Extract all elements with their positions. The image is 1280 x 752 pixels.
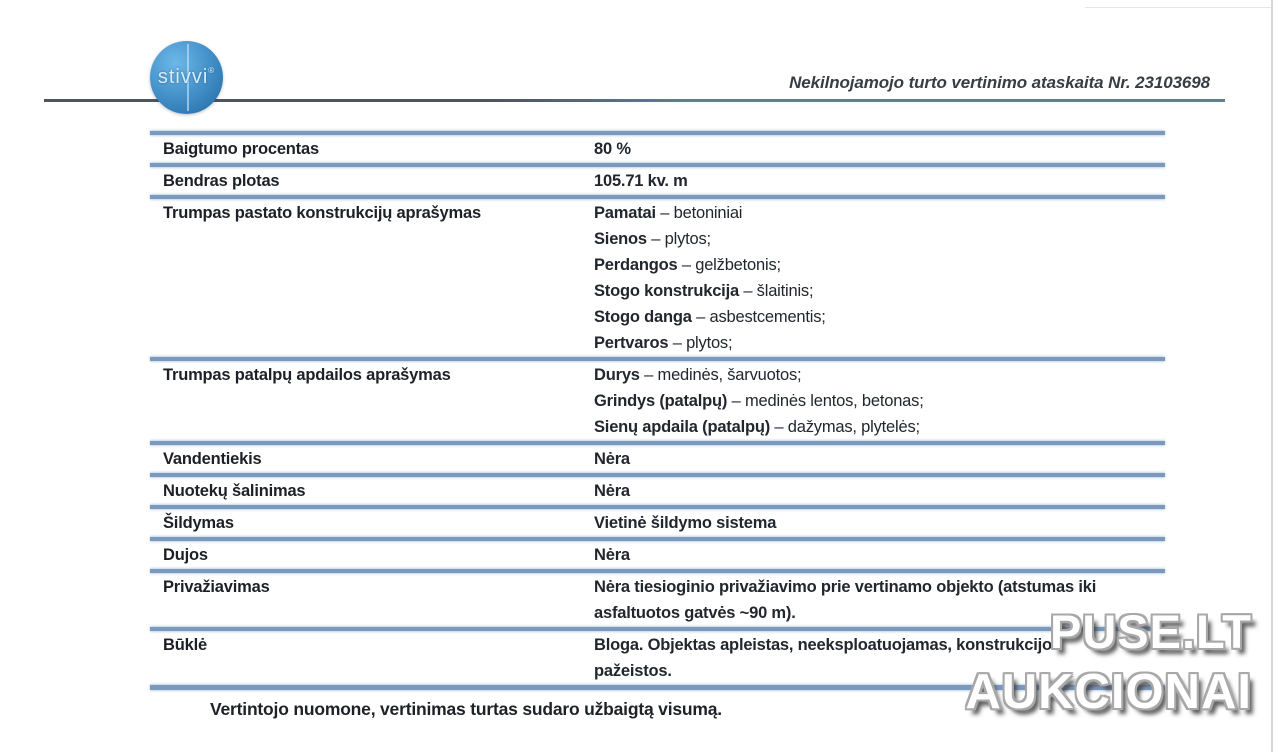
company-logo bbox=[150, 41, 223, 114]
header-divider-line bbox=[44, 99, 1225, 102]
row-label: Būklė bbox=[163, 636, 207, 654]
row-value bbox=[594, 510, 1139, 536]
scan-page-edge-right bbox=[1271, 0, 1273, 752]
value-strong: Stogo konstrukcija bbox=[594, 282, 739, 300]
report-title: Nekilnojamojo turto vertinimo ataskaita Nr. 23103698 bbox=[789, 73, 1210, 92]
row-value bbox=[594, 168, 1139, 194]
value-strong: 80 % bbox=[594, 140, 631, 158]
registered-mark: ® bbox=[208, 66, 216, 75]
row-label: Trumpas pastato konstrukcijų aprašymas bbox=[163, 204, 481, 222]
row-label: Baigtumo procentas bbox=[163, 140, 319, 158]
table-row bbox=[150, 445, 1165, 473]
row-label: Nuotekų šalinimas bbox=[163, 482, 306, 500]
watermark-line-2: AUKCIONAI bbox=[965, 665, 1252, 719]
table-row bbox=[150, 509, 1165, 537]
scan-page-edge-top bbox=[1085, 7, 1271, 8]
value-strong: Nėra tiesioginio privažiavimo prie vertinamo objekto (atstumas iki asfaltuotos gatvės ~90 m). bbox=[594, 578, 1097, 622]
logo-text bbox=[158, 66, 215, 89]
value-strong: Nėra bbox=[594, 482, 630, 500]
value-line bbox=[594, 414, 1139, 440]
table-row bbox=[150, 361, 1165, 441]
value-line bbox=[594, 362, 1139, 388]
value-rest: – plytos; bbox=[646, 230, 711, 248]
value-strong: Nėra bbox=[594, 450, 630, 468]
value-line bbox=[594, 252, 1139, 278]
value-line bbox=[594, 200, 1139, 226]
row-label: Trumpas patalpų apdailos aprašymas bbox=[163, 366, 451, 384]
value-strong: 105.71 kv. m bbox=[594, 172, 688, 190]
value-strong: Sienų apdaila (patalpų) bbox=[594, 418, 771, 436]
row-value bbox=[594, 200, 1139, 356]
table-row bbox=[150, 135, 1165, 163]
value-strong: Perdangos bbox=[594, 256, 678, 274]
value-strong: Pertvaros bbox=[594, 334, 669, 352]
value-strong: Stogo danga bbox=[594, 308, 692, 326]
value-line bbox=[594, 542, 1139, 568]
value-strong: Grindys (patalpų) bbox=[594, 392, 728, 410]
row-value bbox=[594, 542, 1139, 568]
table-row bbox=[150, 199, 1165, 357]
value-strong: Bloga. Objektas apleistas, neeksploatuojamas, konstrukcijos pažeistos. bbox=[594, 636, 1061, 680]
row-label: Privažiavimas bbox=[163, 578, 270, 596]
value-line bbox=[594, 478, 1139, 504]
value-rest: – betoniniai bbox=[655, 204, 743, 222]
watermark bbox=[965, 602, 1252, 722]
table-row bbox=[150, 477, 1165, 505]
value-rest: – šlaitinis; bbox=[738, 282, 814, 300]
value-line bbox=[594, 278, 1139, 304]
value-strong: Pamatai bbox=[594, 204, 656, 222]
value-line bbox=[594, 330, 1139, 356]
row-value bbox=[594, 446, 1139, 472]
value-rest: – medinės lentos, betonas; bbox=[727, 392, 924, 410]
watermark-line-1: PUSE.LT bbox=[1050, 605, 1252, 658]
value-strong: Nėra bbox=[594, 546, 630, 564]
value-rest: – gelžbetonis; bbox=[677, 256, 781, 274]
value-line bbox=[594, 304, 1139, 330]
value-line bbox=[594, 226, 1139, 252]
row-value bbox=[594, 362, 1139, 440]
table-row bbox=[150, 167, 1165, 195]
valuer-opinion-note: Vertintojo nuomone, vertinimas turtas sudaro užbaigtą visumą. bbox=[210, 699, 722, 719]
value-line bbox=[594, 168, 1139, 194]
value-rest: – medinės, šarvuotos; bbox=[639, 366, 802, 384]
value-rest: – dažymas, plytelės; bbox=[770, 418, 920, 436]
value-rest: – asbestcementis; bbox=[691, 308, 826, 326]
row-value bbox=[594, 478, 1139, 504]
value-line bbox=[594, 388, 1139, 414]
value-strong: Vietinė šildymo sistema bbox=[594, 514, 777, 532]
value-line bbox=[594, 136, 1139, 162]
value-line bbox=[594, 510, 1139, 536]
value-rest: – plytos; bbox=[668, 334, 733, 352]
value-strong: Sienos bbox=[594, 230, 647, 248]
logo-wordmark: stivvi bbox=[157, 66, 209, 88]
row-label: Šildymas bbox=[163, 514, 234, 532]
row-label: Vandentiekis bbox=[163, 450, 262, 468]
table-row bbox=[150, 541, 1165, 569]
row-value bbox=[594, 136, 1139, 162]
value-strong: Durys bbox=[594, 366, 640, 384]
row-label: Dujos bbox=[163, 546, 208, 564]
value-line bbox=[594, 446, 1139, 472]
row-label: Bendras plotas bbox=[163, 172, 280, 190]
